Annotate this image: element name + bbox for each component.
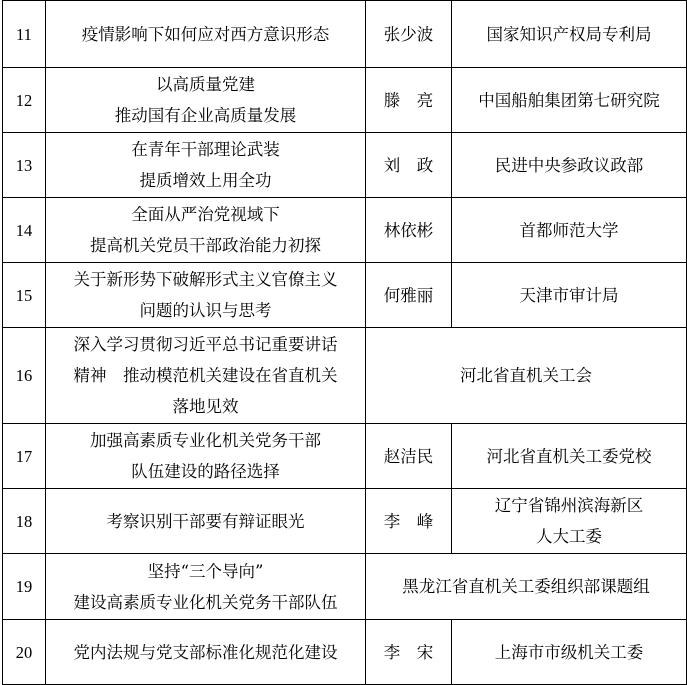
unit-cell [452, 198, 687, 263]
unit-cell [366, 554, 687, 620]
topic-cell [46, 1, 366, 68]
unit-line: 黑龙江省直机关工委组织部课题组 [402, 577, 650, 596]
topic-line: 在青年干部理论武装 [131, 140, 280, 159]
unit-line: 上海市市级机关工委 [494, 642, 644, 662]
topic-cell [46, 489, 366, 554]
topic-line: 问题的认识与思考 [139, 301, 272, 320]
row-number: 14 [3, 198, 46, 263]
table-row [3, 263, 687, 328]
topic-line: 提质增效上用全功 [139, 171, 272, 190]
topic-line: 提高机关党员干部政治能力初探 [90, 236, 321, 255]
topic-line: 关于新形势下破解形式主义官僚主义 [73, 270, 338, 289]
unit-line: 河北省直机关工会 [460, 366, 592, 385]
author-cell: 林依彬 [366, 198, 452, 263]
row-number: 11 [3, 1, 46, 68]
topic-line: 加强高素质专业化机关党务干部 [90, 431, 321, 450]
row-number: 19 [3, 554, 46, 620]
unit-cell [452, 68, 687, 133]
author-cell: 刘 政 [366, 133, 452, 198]
topic-line: 建设高素质专业化机关党务干部队伍 [73, 592, 338, 612]
unit-line: 民进中央参政议政部 [494, 155, 644, 175]
unit-line: 中国船舶集团第七研究院 [478, 90, 660, 110]
table-row [3, 1, 687, 68]
row-number: 18 [3, 489, 46, 554]
topic-line: 考察识别干部要有辩证眼光 [106, 511, 305, 531]
topic-line: 疫情影响下如何应对西方意识形态 [81, 24, 330, 44]
unit-line: 辽宁省锦州滨海新区 [494, 496, 644, 515]
unit-cell [452, 489, 687, 554]
topic-line: 党内法规与党支部标准化规范化建设 [73, 642, 338, 662]
topic-line: 推动国有企业高质量发展 [114, 106, 297, 125]
topic-cell [46, 68, 366, 133]
unit-cell [452, 263, 687, 328]
topic-line: 深入学习贯彻习近平总书记重要讲话 [73, 335, 338, 354]
row-number: 20 [3, 620, 46, 685]
topic-line: 以高质量党建 [156, 75, 255, 94]
table-row [3, 198, 687, 263]
topic-line: 落地见效 [172, 397, 239, 416]
topic-cell [46, 198, 366, 263]
table-row [3, 424, 687, 489]
author-cell: 李 峰 [366, 489, 452, 554]
table-row [3, 554, 687, 620]
author-cell: 赵洁民 [366, 424, 452, 489]
topic-cell [46, 620, 366, 685]
topic-cell [46, 328, 366, 424]
unit-cell [452, 424, 687, 489]
unit-cell [366, 328, 687, 424]
topic-line: 精神 推动模范机关建设在省直机关 [73, 366, 338, 385]
unit-line: 河北省直机关工委党校 [486, 446, 652, 466]
unit-cell [452, 620, 687, 685]
unit-cell [452, 1, 687, 68]
unit-cell [452, 133, 687, 198]
topics-table [2, 0, 687, 685]
unit-line: 首都师范大学 [519, 220, 619, 240]
unit-line: 国家知识产权局专利局 [486, 24, 652, 44]
row-number: 16 [3, 328, 46, 424]
row-number: 17 [3, 424, 46, 489]
table-row [3, 328, 687, 424]
table-row [3, 489, 687, 554]
topic-cell [46, 424, 366, 489]
row-number: 12 [3, 68, 46, 133]
author-cell: 张少波 [366, 1, 452, 68]
topic-line: 全面从严治党视域下 [131, 205, 280, 224]
topic-line: 坚持“三个导向” [147, 561, 264, 581]
author-cell: 李 宋 [366, 620, 452, 685]
unit-line: 人大工委 [536, 527, 602, 546]
row-number: 15 [3, 263, 46, 328]
row-number: 13 [3, 133, 46, 198]
topic-cell [46, 263, 366, 328]
author-cell: 何雅丽 [366, 263, 452, 328]
author-cell: 滕 亮 [366, 68, 452, 133]
topic-line: 队伍建设的路径选择 [131, 462, 280, 481]
table-row [3, 620, 687, 685]
table-row [3, 133, 687, 198]
unit-line: 天津市审计局 [519, 285, 619, 305]
topic-cell [46, 133, 366, 198]
topic-cell [46, 554, 366, 620]
table-row [3, 68, 687, 133]
